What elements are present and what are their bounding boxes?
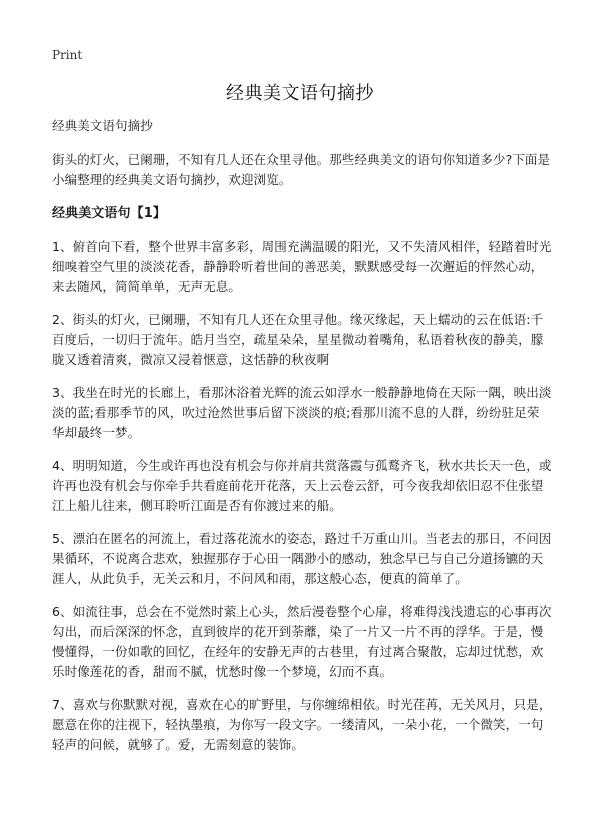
document-title: 经典美文语句摘抄 [226, 83, 374, 104]
quote-paragraph-5: 5、漂泊在匿名的河流上，看过落花流水的姿态，路过千万重山川。当老去的那日，不问因果循环，不说离合悲欢，独握那存于心田一隅渺小的感动，独念早已与自己分道扬镳的天涯人，从此负手，无关云和月，不问风和雨，那这般心态，便真的简单了。 [52, 531, 552, 586]
quote-paragraph-4: 4、明明知道，今生或许再也没有机会与你并肩共赏落霞与孤鹜齐飞，秋水共长天一色，或许再也没有机会与你牵手共看庭前花开花落，天上云卷云舒，可今夜我却依旧忍不住张望江上船儿往来，侧耳聆听江面是否有你渡过来的船。 [52, 458, 552, 513]
quote-paragraph-2: 2、街头的灯火，已阑珊，不知有几人还在众里寻他。缘灭缘起，天上蠕动的云在低语:千百度后，一切归于流年。皓月当空，疏星朵朵，星星微动着嘴角，私语着秋夜的静美，朦胧又透着清爽，微凉又浸着惬意，这恬静的秋夜啊 [52, 312, 544, 367]
quote-paragraph-6: 6、如流往事，总会在不觉然时萦上心头，然后漫卷整个心扉，将难得浅浅遗忘的心事再次勾出，而后深深的怀念，直到彼岸的花开到荼蘼，染了一片又一片不再的浮华。于是，慢慢懂得，一份如歌的回忆，在经年的安静无声的古巷里，有过离合聚散，忘却过忧愁，欢乐时像莲花的香，甜而不腻，忧愁时像一个梦境，幻而不真。 [52, 604, 552, 679]
quote-paragraph-3: 3、我坐在时光的长廊上，看那沐浴着光辉的流云如浮水一般静静地倚在天际一隅，映出淡淡的蓝;看那季节的风，吹过沧然世事后留下淡淡的痕;看那川流不息的人群，纷纷驻足荣华却最终一梦。 [52, 385, 552, 440]
section-heading: 经典美文语句【1】 [52, 206, 166, 221]
quote-paragraph-1: 1、俯首向下看，整个世界丰富多彩，周围充满温暖的阳光，又不失清风相伴，轻踏着时光细嗅着空气里的淡淡花香，静静聆听着世间的善恶美，默默感受每一次邂逅的怦然心动，来去随风，简简单单，无声无息。 [52, 239, 552, 294]
document-subtitle: 经典美文语句摘抄 [52, 118, 153, 133]
quote-paragraph-7: 7、喜欢与你默默对视，喜欢在心的旷野里，与你缠绵相依。时光荏苒，无关风月，只是，愿意在你的注视下，轻执墨痕，为你写一段文字。一缕清风，一朵小花，一个微笑，一句轻声的问候，就够了。爱，无需刻意的装饰。 [52, 697, 552, 752]
intro-paragraph: 街头的灯火，已阑珊，不知有几人还在众里寻他。那些经典美文的语句你知道多少?下面是小编整理的经典美文语句摘抄，欢迎浏览。 [52, 152, 551, 187]
print-link[interactable]: Print [52, 48, 83, 62]
document-body [52, 116, 552, 755]
